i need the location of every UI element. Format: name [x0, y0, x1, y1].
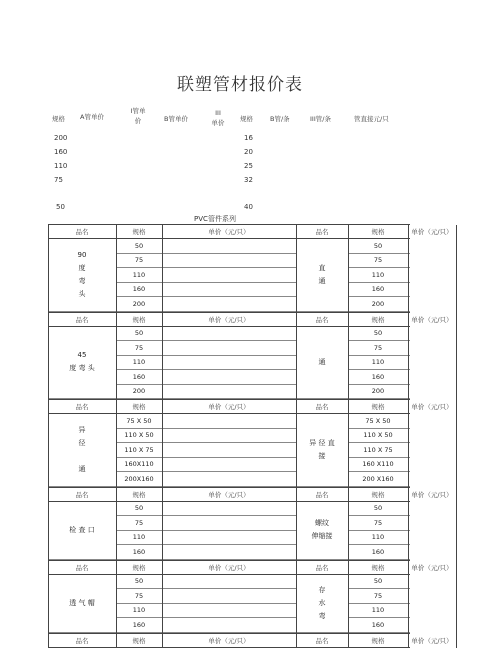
column-divider — [408, 488, 409, 501]
column-divider — [116, 239, 117, 312]
product-name-line: 径 — [78, 438, 86, 447]
price-cell[interactable] — [408, 385, 456, 399]
table-header-row — [48, 488, 453, 502]
spec-cell: 160 — [132, 372, 146, 381]
spec-right-5: 40 — [244, 203, 253, 211]
column-divider — [348, 313, 349, 326]
product-name-line: 存 — [318, 585, 326, 594]
product-name-line: 水 — [318, 598, 326, 607]
price-cell[interactable] — [162, 575, 296, 589]
spec-cell: 50 — [134, 504, 144, 513]
product-name-right — [296, 414, 348, 486]
price-cell[interactable] — [162, 618, 296, 632]
column-divider — [116, 313, 117, 326]
table-header-row — [48, 400, 453, 414]
table-header-cell: 规格 — [371, 228, 385, 236]
table-header-cell: 品名 — [315, 636, 329, 645]
price-cell[interactable] — [162, 283, 296, 297]
price-cell[interactable] — [162, 429, 296, 443]
column-divider — [116, 225, 117, 238]
table-header-row — [48, 634, 453, 648]
spec-right-2: 20 — [244, 148, 253, 156]
product-name-line: 弯 — [318, 611, 326, 620]
table-header-cell: 品名 — [315, 228, 329, 236]
price-cell[interactable] — [162, 414, 296, 428]
spec-cell: 160 — [132, 547, 146, 556]
spec-cell: 50 — [134, 241, 144, 250]
table-header-row — [48, 313, 453, 327]
column-divider — [348, 634, 349, 647]
product-name-line — [81, 450, 83, 463]
spec-cell: 160 — [132, 620, 146, 629]
table-header-cell: 规格 — [132, 315, 146, 324]
spec-cell: 75 — [134, 256, 144, 265]
price-cell[interactable] — [162, 385, 296, 399]
column-divider — [296, 561, 297, 574]
spec-cell: 200 — [371, 299, 385, 308]
price-cell[interactable] — [408, 414, 456, 428]
spec-cell: 75 — [373, 343, 383, 352]
column-divider — [296, 400, 297, 413]
price-cell[interactable] — [162, 516, 296, 530]
price-cell[interactable] — [408, 327, 456, 341]
spec-cell: 200X160 — [124, 474, 154, 483]
price-cell[interactable] — [408, 239, 456, 253]
table-left-border — [48, 225, 49, 648]
spec-cell: 160 — [371, 285, 385, 294]
spec-cell: 75 — [134, 591, 144, 600]
table-header-cell: 规格 — [371, 636, 385, 645]
spec-cell: 160 — [371, 547, 385, 556]
price-cell[interactable] — [408, 604, 456, 618]
product-name-left — [48, 327, 116, 399]
header-coupling-price: 管直接元/只 — [354, 115, 389, 123]
product-name-line: 通 — [318, 276, 326, 285]
table-header-row — [48, 561, 453, 575]
spec-cell: 160 — [371, 620, 385, 629]
spec-left-2: 160 — [54, 148, 68, 156]
price-cell[interactable] — [408, 502, 456, 516]
column-divider — [408, 502, 409, 560]
product-name-right — [296, 327, 348, 399]
product-name-line: 度 弯 头 — [69, 364, 95, 373]
spec-left-1: 200 — [54, 134, 68, 142]
price-cell[interactable] — [162, 327, 296, 341]
column-divider — [348, 327, 349, 400]
product-name-line: 90 — [77, 250, 87, 259]
table-header-cell: 品名 — [75, 563, 89, 572]
header-b-price: B管单价 — [164, 115, 188, 123]
product-name-line: 通 — [78, 464, 86, 473]
pvc-fittings-subtitle: PVC管件系列 — [194, 215, 236, 223]
table-header-cell: 单价（元/只） — [411, 403, 453, 411]
table-header-cell: 品名 — [315, 490, 329, 499]
table-header-cell: 单价（元/只） — [411, 563, 453, 572]
column-divider — [162, 327, 163, 400]
table-header-cell: 品名 — [75, 315, 89, 324]
spec-cell: 75 — [373, 591, 383, 600]
price-cell[interactable] — [162, 254, 296, 268]
spec-left-4: 75 — [54, 176, 63, 184]
spec-right-4: 32 — [244, 176, 253, 184]
table-header-cell: 品名 — [75, 490, 89, 499]
table-header-cell: 单价（元/只） — [208, 563, 250, 572]
spec-cell: 50 — [134, 329, 144, 338]
column-divider — [408, 327, 409, 400]
spec-cell: 75 X 50 — [365, 416, 391, 425]
spec-cell: 200 — [371, 387, 385, 396]
table-section — [48, 502, 410, 561]
table-header-cell: 规格 — [371, 490, 385, 499]
document-title: 联塑管材报价表 — [177, 75, 303, 95]
table-header-cell: 单价（元/只） — [208, 636, 250, 645]
column-divider — [408, 239, 409, 312]
price-cell[interactable] — [162, 531, 296, 545]
spec-left-5: 50 — [56, 203, 65, 211]
column-divider — [296, 239, 297, 312]
spec-cell: 75 — [134, 343, 144, 352]
price-cell[interactable] — [408, 589, 456, 603]
price-cell[interactable] — [162, 502, 296, 516]
table-header-cell: 品名 — [315, 315, 329, 324]
column-divider — [116, 502, 117, 560]
price-cell[interactable] — [408, 531, 456, 545]
column-divider — [162, 634, 163, 647]
price-cell[interactable] — [408, 545, 456, 559]
spec-cell: 75 — [134, 518, 144, 527]
header-a-price: A管单价 — [80, 113, 104, 121]
column-divider — [116, 414, 117, 487]
column-divider — [162, 414, 163, 487]
table-right-border — [456, 225, 457, 648]
price-cell[interactable] — [162, 545, 296, 559]
table-header-cell: 单价（元/只） — [411, 228, 453, 236]
header-b-per-bar: B管/条 — [270, 115, 290, 123]
table-header-cell: 规格 — [132, 490, 146, 499]
spec-cell: 200 — [132, 299, 146, 308]
column-divider — [348, 502, 349, 560]
header-iii-price: III 单价 — [211, 109, 225, 127]
spec-right-1: 16 — [244, 134, 253, 142]
table-header-cell: 规格 — [132, 403, 146, 411]
spec-left-3: 110 — [54, 162, 68, 170]
product-name-line: 异 — [78, 425, 86, 434]
column-divider — [296, 502, 297, 560]
product-name-line: 直 — [318, 263, 326, 272]
column-divider — [348, 488, 349, 501]
table-header-cell: 规格 — [132, 228, 146, 236]
column-divider — [116, 327, 117, 400]
price-cell[interactable] — [162, 356, 296, 370]
spec-cell: 110 X 50 — [363, 431, 393, 440]
column-divider — [296, 225, 297, 238]
table-section — [48, 575, 410, 634]
column-divider — [408, 414, 409, 487]
column-divider — [348, 575, 349, 633]
spec-cell: 160 — [371, 372, 385, 381]
product-name-left — [48, 239, 116, 311]
column-divider — [116, 575, 117, 633]
product-name-line: 45 — [77, 351, 87, 360]
product-name-line: 弯 — [78, 276, 86, 285]
price-cell[interactable] — [408, 516, 456, 530]
column-divider — [162, 239, 163, 312]
column-divider — [162, 400, 163, 413]
column-divider — [348, 400, 349, 413]
table-header-cell: 单价（元/只） — [411, 315, 453, 324]
table-header-cell: 单价（元/只） — [411, 636, 453, 645]
price-cell[interactable] — [162, 239, 296, 253]
column-divider — [162, 225, 163, 238]
column-divider — [348, 225, 349, 238]
price-cell[interactable] — [408, 356, 456, 370]
column-divider — [162, 561, 163, 574]
spec-cell: 50 — [373, 504, 383, 513]
column-divider — [162, 575, 163, 633]
product-name-line: 接 — [318, 451, 326, 460]
table-header-cell: 单价（元/只） — [411, 490, 453, 499]
table-header-cell: 单价（元/只） — [208, 315, 250, 324]
price-cell[interactable] — [408, 254, 456, 268]
price-cell[interactable] — [408, 268, 456, 282]
table-header-cell: 规格 — [371, 563, 385, 572]
product-name-line: 透 气 帽 — [69, 598, 95, 607]
table-header-cell: 规格 — [132, 636, 146, 645]
spec-cell: 50 — [373, 577, 383, 586]
column-divider — [116, 634, 117, 647]
column-divider — [162, 488, 163, 501]
spec-cell: 110 — [132, 358, 146, 367]
price-cell[interactable] — [408, 297, 456, 311]
column-divider — [408, 561, 409, 574]
table-header-cell: 规格 — [371, 315, 385, 324]
column-divider — [296, 575, 297, 633]
price-cell[interactable] — [408, 618, 456, 632]
table-header-cell: 规格 — [132, 563, 146, 572]
spec-cell: 110 X 50 — [124, 431, 154, 440]
spec-cell: 110 X 75 — [363, 445, 393, 454]
spec-cell: 50 — [373, 241, 383, 250]
header-iii-per-bar: III管/条 — [310, 115, 331, 123]
table-header-cell: 单价（元/只） — [208, 490, 250, 499]
header-spec-2: 规格 — [240, 115, 253, 123]
price-cell[interactable] — [162, 472, 296, 486]
spec-cell: 200 — [132, 387, 146, 396]
spec-cell: 75 — [373, 518, 383, 527]
spec-cell: 110 — [132, 533, 146, 542]
column-divider — [408, 575, 409, 633]
spec-cell: 110 — [371, 606, 385, 615]
price-cell[interactable] — [408, 341, 456, 355]
spec-cell: 110 X 75 — [124, 445, 154, 454]
price-cell[interactable] — [408, 370, 456, 384]
column-divider — [408, 400, 409, 413]
table-header-cell: 品名 — [315, 403, 329, 411]
table-section — [48, 239, 410, 313]
price-cell[interactable] — [408, 575, 456, 589]
price-cell[interactable] — [162, 443, 296, 457]
column-divider — [296, 414, 297, 487]
column-divider — [348, 414, 349, 487]
column-divider — [296, 488, 297, 501]
column-divider — [348, 239, 349, 312]
product-name-right — [296, 502, 348, 559]
table-section — [48, 327, 410, 401]
spec-cell: 110 — [371, 358, 385, 367]
column-divider — [116, 400, 117, 413]
table-header-cell: 单价（元/只） — [208, 228, 250, 236]
product-name-line: 检 查 口 — [69, 525, 95, 534]
spec-cell: 110 — [132, 606, 146, 615]
spec-cell: 110 — [371, 533, 385, 542]
price-cell[interactable] — [408, 283, 456, 297]
price-cell[interactable] — [162, 604, 296, 618]
column-divider — [116, 488, 117, 501]
table-header-cell: 品名 — [75, 228, 89, 236]
table-header-cell: 单价（元/只） — [208, 403, 250, 411]
header-i-price: I管单 价 — [130, 107, 146, 125]
price-cell[interactable] — [408, 429, 456, 443]
fittings-price-table — [48, 224, 453, 648]
column-divider — [162, 313, 163, 326]
product-name-right — [296, 575, 348, 632]
price-cell[interactable] — [162, 297, 296, 311]
product-name-left — [48, 414, 116, 486]
table-header-cell: 品名 — [75, 403, 89, 411]
spec-cell: 160X110 — [124, 460, 154, 469]
spec-cell: 50 — [134, 577, 144, 586]
price-cell[interactable] — [162, 458, 296, 472]
spec-cell: 110 — [371, 270, 385, 279]
price-cell[interactable] — [408, 458, 456, 472]
column-divider — [296, 327, 297, 400]
spec-cell: 50 — [373, 329, 383, 338]
column-divider — [296, 634, 297, 647]
header-spec: 规格 — [52, 115, 65, 123]
product-name-left — [48, 502, 116, 559]
product-name-left — [48, 575, 116, 632]
table-header-cell: 品名 — [75, 636, 89, 645]
spec-cell: 160 — [132, 285, 146, 294]
table-header-cell: 品名 — [315, 563, 329, 572]
product-name-line: 头 — [78, 289, 86, 298]
spec-cell: 200 X160 — [362, 474, 394, 483]
column-divider — [408, 634, 409, 647]
price-cell[interactable] — [162, 589, 296, 603]
column-divider — [408, 225, 409, 238]
price-cell[interactable] — [162, 341, 296, 355]
spec-cell: 110 — [132, 270, 146, 279]
spec-cell: 160 X110 — [362, 460, 394, 469]
price-cell[interactable] — [408, 472, 456, 486]
table-section — [48, 414, 410, 488]
column-divider — [296, 313, 297, 326]
column-divider — [116, 561, 117, 574]
product-name-line: 通 — [318, 357, 326, 366]
price-cell[interactable] — [162, 370, 296, 384]
price-cell[interactable] — [408, 443, 456, 457]
product-name-line: 螺纹 — [315, 519, 329, 527]
price-cell[interactable] — [162, 268, 296, 282]
spec-cell: 75 X 50 — [126, 416, 152, 425]
column-divider — [162, 502, 163, 560]
product-name-line: 异 径 直 — [309, 438, 335, 447]
spec-right-3: 25 — [244, 162, 253, 170]
product-name-right — [296, 239, 348, 311]
product-name-line: 度 — [78, 263, 86, 272]
column-divider — [348, 561, 349, 574]
column-divider — [408, 313, 409, 326]
table-header-cell: 规格 — [371, 403, 385, 411]
product-name-line: 伸缩接 — [311, 532, 333, 540]
table-header-row — [48, 225, 453, 239]
spec-cell: 75 — [373, 256, 383, 265]
